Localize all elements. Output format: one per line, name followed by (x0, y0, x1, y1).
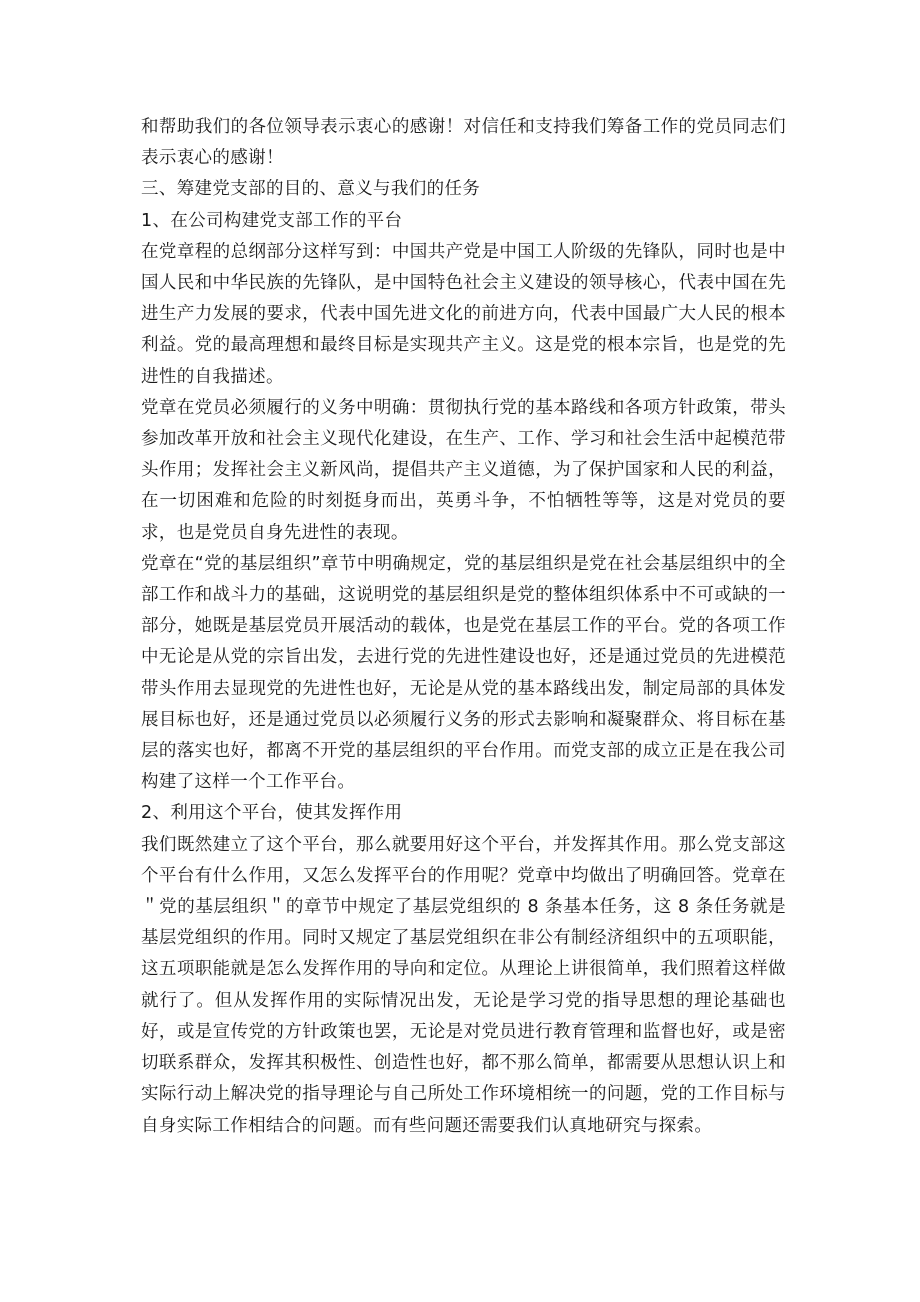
paragraph-use-platform: 我们既然建立了这个平台，那么就要用好这个平台，并发挥其作用。那么党支部这个平台有什么作用，又怎么发挥平台的作用呢？党章中均做出了明确回答。党章在＂党的基层组织＂的章节中规定了基层党组织的 8 条基本任务，这 8 条任务就是基层党组织的作用。同时又规定了基层党组织在非公有制经济组织中的五项职能，这五项职能就是怎么发挥作用的导向和定位。从理论上讲很简单，我们照着这样做就行了。但从发挥作用的实际情况出发，无论是学习党的指导思想的理论基础也好，或是宣传党的方针政策也罢，无论是对党员进行教育管理和监督也好，或是密切联系群众，发挥其积极性、创造性也好，都不那么简单，都需要从思想认识上和实际行动上解决党的指导理论与自己所处工作环境相统一的问题，党的工作目标与自身实际工作相结合的问题。而有些问题还需要我们认真地研究与探索。 (141, 834, 786, 1136)
document-body (141, 112, 786, 1142)
subsection-heading-1: 1、在公司构建党支部工作的平台 (141, 210, 403, 231)
paragraph-member-obligations: 党章在党员必须履行的义务中明确：贯彻执行党的基本路线和各项方针政策，带头参加改革开放和社会主义现代化建设，在生产、工作、学习和社会生活中起模范带头作用；发挥社会主义新风尚，提倡共产主义道德，为了保护国家和人民的利益，在一切困难和危险的时刻挺身而出，英勇斗争，不怕牺牲等等，这是对党员的要求，也是党员自身先进性的表现。 (141, 397, 786, 543)
paragraph-grassroots-organization: 党章在“党的基层组织”章节中明确规定，党的基层组织是党在社会基层组织中的全部工作和战斗力的基础，这说明党的基层组织是党的整体组织体系中不可或缺的一部分，她既是基层党员开展活动的载体，也是党在基层工作的平台。党的各项工作中无论是从党的宗旨出发，去进行党的先进性建设也好，还是通过党员的先进模范带头作用去显现党的先进性也好，无论是从党的基本路线出发，制定局部的具体发展目标也好，还是通过党员以必须履行义务的形式去影响和凝聚群众、将目标在基层的落实也好，都离不开党的基层组织的平台作用。而党支部的成立正是在我公司构建了这样一个工作平台。 (141, 553, 786, 793)
section-heading-three: 三、筹建党支部的目的、意义与我们的任务 (141, 179, 481, 200)
subsection-heading-2: 2、利用这个平台，使其发挥作用 (141, 803, 403, 824)
paragraph-thanks: 和帮助我们的各位领导表示衷心的感谢！对信任和支持我们筹备工作的党员同志们表示衷心的感谢！ (141, 117, 786, 169)
paragraph-party-constitution-general: 在党章程的总纲部分这样写到：中国共产党是中国工人阶级的先锋队，同时也是中国人民和中华民族的先锋队，是中国特色社会主义建设的领导核心，代表中国在先进生产力发展的要求，代表中国先进文化的前进方向，代表中国最广大人民的根本利益。党的最高理想和最终目标是实现共产主义。这是党的根本宗旨，也是党的先进性的自我描述。 (141, 241, 786, 387)
